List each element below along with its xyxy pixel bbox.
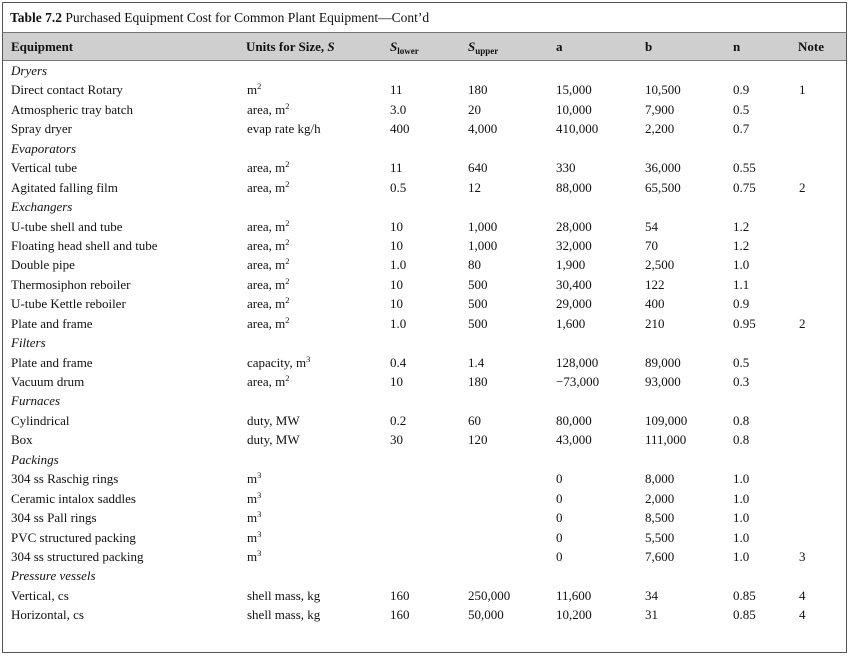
- cell-equipment: Vacuum drum: [11, 374, 85, 389]
- cell-slower: 1.0: [390, 257, 407, 273]
- cell-b: 36,000: [645, 160, 681, 176]
- cell-n: 0.85: [733, 607, 756, 623]
- category-row: [0, 139, 850, 158]
- cell-b: 109,000: [645, 412, 688, 428]
- table-number: Table 7.2: [10, 10, 63, 25]
- cell-equipment: Plate and frame: [11, 354, 93, 370]
- cell-supper: 1,000: [468, 237, 498, 253]
- header-units: Units for Size, S: [246, 39, 335, 54]
- cell-b: 2,200: [645, 121, 675, 137]
- table-title: Purchased Equipment Cost for Common Plant Equipment—Cont’d: [65, 10, 430, 25]
- cell-supper: 1,000: [468, 218, 498, 234]
- category-label: Furnaces: [11, 393, 61, 409]
- table-row: [0, 178, 850, 197]
- cell-n: 0.5: [733, 354, 750, 370]
- cell-supper: 60: [468, 412, 481, 428]
- category-row: [0, 566, 850, 585]
- cell-slower: 0.2: [390, 412, 407, 428]
- cell-equipment: PVC structured packing: [11, 529, 136, 545]
- cell-n: 0.5: [733, 101, 750, 117]
- table-row: [0, 605, 850, 624]
- cell-n: 1.0: [733, 529, 750, 545]
- cell-equipment: Thermosiphon reboiler: [11, 276, 131, 292]
- cell-equipment: Vertical tube: [11, 160, 78, 176]
- cell-b: 210: [645, 315, 665, 331]
- category-row: [0, 197, 850, 216]
- cell-a: 0: [556, 471, 563, 487]
- cell-a: 410,000: [556, 121, 599, 137]
- table-row: [0, 353, 850, 372]
- cell-supper: 20: [468, 101, 481, 117]
- units-exponent: 2: [285, 314, 290, 325]
- cell-slower: 160: [390, 587, 410, 603]
- cell-units: area, $m^2$: [247, 236, 290, 253]
- cell-n: 1.2: [733, 237, 750, 253]
- table-row: [0, 217, 850, 236]
- cell-n: 1.0: [733, 257, 750, 273]
- cell-b: 7,600: [645, 548, 675, 564]
- table-row: [0, 158, 850, 177]
- units-exponent: 2: [285, 178, 290, 189]
- cell-slower: 400: [390, 121, 410, 137]
- cell-n: 0.95: [733, 315, 756, 331]
- header-n: n: [733, 39, 741, 54]
- cell-n: 1.1: [733, 276, 750, 292]
- cell-equipment: Direct contact Rotary: [11, 82, 123, 98]
- table-header: [3, 32, 846, 61]
- cell-n: 1.0: [733, 490, 750, 506]
- cell-a: 128,000: [556, 354, 599, 370]
- cell-equipment: Atmospheric tray batch: [11, 101, 134, 117]
- cell-b: 34: [645, 587, 658, 603]
- units-exponent: 3: [257, 509, 262, 520]
- cell-a: 15,000: [556, 82, 592, 98]
- cell-a: 10,200: [556, 607, 592, 623]
- cell-b: 111,000: [645, 432, 687, 448]
- cell-units: area, $m^2$: [247, 275, 290, 292]
- cell-n: 0.85: [733, 587, 756, 603]
- units-exponent: 3: [257, 528, 262, 539]
- cell-equipment: U-tube shell and tube: [11, 218, 123, 234]
- cell-b: 7,900: [645, 101, 675, 117]
- cell-equipment: 304 ss Pall rings: [11, 510, 97, 526]
- cell-slower: 10: [390, 276, 403, 292]
- cell-supper: 80: [468, 257, 481, 273]
- cell-supper: 500: [468, 315, 488, 331]
- category-label: Exchangers: [11, 199, 73, 215]
- cell-note: 4: [799, 607, 806, 623]
- cell-supper: 180: [468, 374, 488, 389]
- cell-slower: 0.4: [390, 354, 407, 370]
- cell-slower: 160: [390, 607, 410, 623]
- table-row: [0, 80, 850, 99]
- cell-n: 0.8: [733, 432, 750, 448]
- category-row: [0, 61, 850, 80]
- table-row: [0, 275, 850, 294]
- cell-slower: 0.5: [390, 179, 407, 195]
- cell-equipment: Spray dryer: [11, 121, 73, 137]
- units-exponent: 3: [257, 470, 262, 481]
- cell-note: 3: [799, 548, 806, 564]
- cell-supper: 1.4: [468, 354, 485, 370]
- units-exponent: 2: [285, 159, 290, 170]
- units-exponent: 2: [285, 217, 290, 228]
- cell-b: 400: [645, 296, 665, 312]
- table-row: [0, 294, 850, 313]
- table-row: [0, 236, 850, 255]
- cell-units: area, $m^2$: [247, 159, 290, 176]
- cell-a: 80,000: [556, 412, 592, 428]
- cell-a: −73,000: [556, 374, 600, 389]
- cell-note: 4: [799, 587, 806, 603]
- category-row: [0, 333, 850, 352]
- cell-b: 70: [645, 237, 658, 253]
- cell-a: 0: [556, 510, 563, 526]
- cell-a: 1,600: [556, 315, 586, 331]
- cell-a: 43,000: [556, 432, 592, 448]
- table-row: [0, 469, 850, 488]
- cell-units: $m^3$: [247, 547, 262, 564]
- cell-n: 1.0: [733, 548, 750, 564]
- cell-note: 1: [799, 82, 806, 98]
- cell-slower: 11: [390, 82, 403, 98]
- cell-n: 0.55: [733, 160, 756, 176]
- cell-n: 0.9: [733, 296, 750, 312]
- cell-n: 1.0: [733, 510, 750, 526]
- cell-units: area, $m^2$: [247, 100, 290, 117]
- header-note: Note: [798, 39, 824, 54]
- cell-n: 0.8: [733, 412, 750, 428]
- cell-equipment: 304 ss structured packing: [11, 548, 144, 564]
- category-label: Dryers: [11, 63, 48, 78]
- cell-n: 0.75: [733, 179, 756, 195]
- cell-supper: 250,000: [468, 587, 511, 603]
- table-row: [0, 586, 850, 605]
- cell-slower: 10: [390, 218, 403, 234]
- cell-b: 2,000: [645, 490, 675, 506]
- header-supper: $S_{upper}$: [468, 39, 499, 56]
- cell-units: $m^2$: [247, 81, 262, 98]
- cell-b: 8,000: [645, 471, 675, 487]
- category-label: Filters: [11, 335, 46, 351]
- units-exponent: 3: [257, 489, 262, 500]
- cell-equipment: 304 ss Raschig rings: [11, 471, 119, 487]
- cell-b: 65,500: [645, 179, 681, 195]
- cell-a: 10,000: [556, 101, 592, 117]
- cell-a: 28,000: [556, 218, 592, 234]
- cell-equipment: Cylindrical: [11, 412, 70, 428]
- header-slower: $S_{lower}$: [390, 39, 419, 56]
- table-row: [0, 508, 850, 527]
- cell-a: 330: [556, 160, 576, 176]
- cell-b: 2,500: [645, 257, 675, 273]
- cell-supper: 50,000: [468, 607, 504, 623]
- cell-units: shell mass, kg: [247, 587, 321, 603]
- category-label: Packings: [11, 451, 59, 467]
- cell-note: 2: [799, 315, 806, 331]
- cell-slower: 10: [390, 374, 403, 389]
- cell-units: $m^3$: [247, 489, 262, 506]
- cell-units: $m^3$: [247, 470, 262, 487]
- header-b: b: [645, 39, 653, 54]
- cell-a: 1,900: [556, 257, 586, 273]
- cell-equipment: Ceramic intalox saddles: [11, 490, 136, 506]
- category-row: [0, 391, 850, 410]
- table-caption: [10, 10, 429, 26]
- units-exponent: 3: [306, 353, 311, 364]
- cell-b: 54: [645, 218, 658, 234]
- cell-b: 122: [645, 276, 665, 292]
- units-exponent: 2: [285, 256, 290, 267]
- table-row: [0, 528, 850, 547]
- cell-units: area, $m^2$: [247, 295, 290, 312]
- cell-equipment: Horizontal, cs: [11, 607, 84, 623]
- cell-b: 89,000: [645, 354, 681, 370]
- cell-b: 5,500: [645, 529, 675, 545]
- cell-n: 0.3: [733, 374, 750, 389]
- cell-units: shell mass, kg: [247, 607, 321, 623]
- cell-equipment: Agitated falling film: [11, 179, 118, 195]
- cell-slower: 3.0: [390, 101, 407, 117]
- cell-units: duty, MW: [247, 432, 300, 448]
- cell-b: 10,500: [645, 82, 681, 98]
- cell-a: 0: [556, 490, 563, 506]
- cell-n: 1.0: [733, 471, 750, 487]
- cell-units: area, $m^2$: [247, 256, 290, 273]
- cell-supper: 120: [468, 432, 488, 448]
- table-row: [0, 119, 850, 138]
- cell-equipment: Double pipe: [11, 257, 75, 273]
- category-row: [0, 450, 850, 469]
- units-exponent: 2: [285, 295, 290, 306]
- cell-slower: 10: [390, 237, 403, 253]
- table-row: [0, 489, 850, 508]
- cell-units: $m^3$: [247, 509, 262, 526]
- cell-a: 32,000: [556, 237, 592, 253]
- units-exponent: 2: [285, 373, 290, 383]
- table-row: [0, 430, 850, 449]
- cell-units: area, $m^2$: [247, 314, 290, 331]
- cell-units: area, $m^2$: [247, 373, 290, 389]
- cell-note: 2: [799, 179, 806, 195]
- cell-slower: 11: [390, 160, 403, 176]
- table-row: [0, 372, 850, 391]
- cell-equipment: U-tube Kettle reboiler: [11, 296, 126, 312]
- cell-supper: 500: [468, 276, 488, 292]
- table-row: [0, 547, 850, 566]
- cell-supper: 640: [468, 160, 488, 176]
- table-row: [0, 314, 850, 333]
- units-exponent: 3: [257, 547, 262, 558]
- cell-units: area, $m^2$: [247, 217, 290, 234]
- cell-slower: 30: [390, 432, 403, 448]
- cell-supper: 180: [468, 82, 488, 98]
- units-exponent: 2: [257, 81, 262, 92]
- cell-units: $m^3$: [247, 528, 262, 545]
- cell-a: 30,400: [556, 276, 592, 292]
- cell-equipment: Box: [11, 432, 33, 448]
- table-row: [0, 255, 850, 274]
- cell-n: 1.2: [733, 218, 750, 234]
- table-row: [0, 100, 850, 119]
- cell-b: 31: [645, 607, 658, 623]
- cell-slower: 10: [390, 296, 403, 312]
- units-exponent: 2: [285, 236, 290, 247]
- cell-b: 93,000: [645, 374, 681, 389]
- header-equipment: Equipment: [11, 39, 74, 54]
- cell-supper: 12: [468, 179, 481, 195]
- cell-a: 88,000: [556, 179, 592, 195]
- units-exponent: 2: [285, 275, 290, 286]
- table-row: [0, 411, 850, 430]
- cell-a: 11,600: [556, 587, 592, 603]
- cell-supper: 500: [468, 296, 488, 312]
- cell-equipment: Plate and frame: [11, 315, 93, 331]
- cell-slower: 1.0: [390, 315, 407, 331]
- cell-n: 0.7: [733, 121, 750, 137]
- cell-equipment: Vertical, cs: [11, 587, 69, 603]
- cell-n: 0.9: [733, 82, 750, 98]
- cell-units: capacity, $m^3$: [247, 353, 311, 370]
- cell-b: 8,500: [645, 510, 675, 526]
- cell-units: area, $m^2$: [247, 178, 290, 195]
- category-label: Evaporators: [11, 140, 76, 156]
- cell-a: 0: [556, 548, 563, 564]
- units-exponent: 2: [285, 100, 290, 111]
- cell-supper: 4,000: [468, 121, 498, 137]
- header-a: a: [556, 39, 563, 54]
- cell-units: evap rate kg/h: [247, 121, 321, 137]
- cell-units: duty, MW: [247, 412, 300, 428]
- cell-a: 29,000: [556, 296, 592, 312]
- cell-equipment: Floating head shell and tube: [11, 237, 158, 253]
- table-body: [0, 61, 850, 625]
- cell-a: 0: [556, 529, 563, 545]
- category-label: Pressure vessels: [11, 568, 96, 584]
